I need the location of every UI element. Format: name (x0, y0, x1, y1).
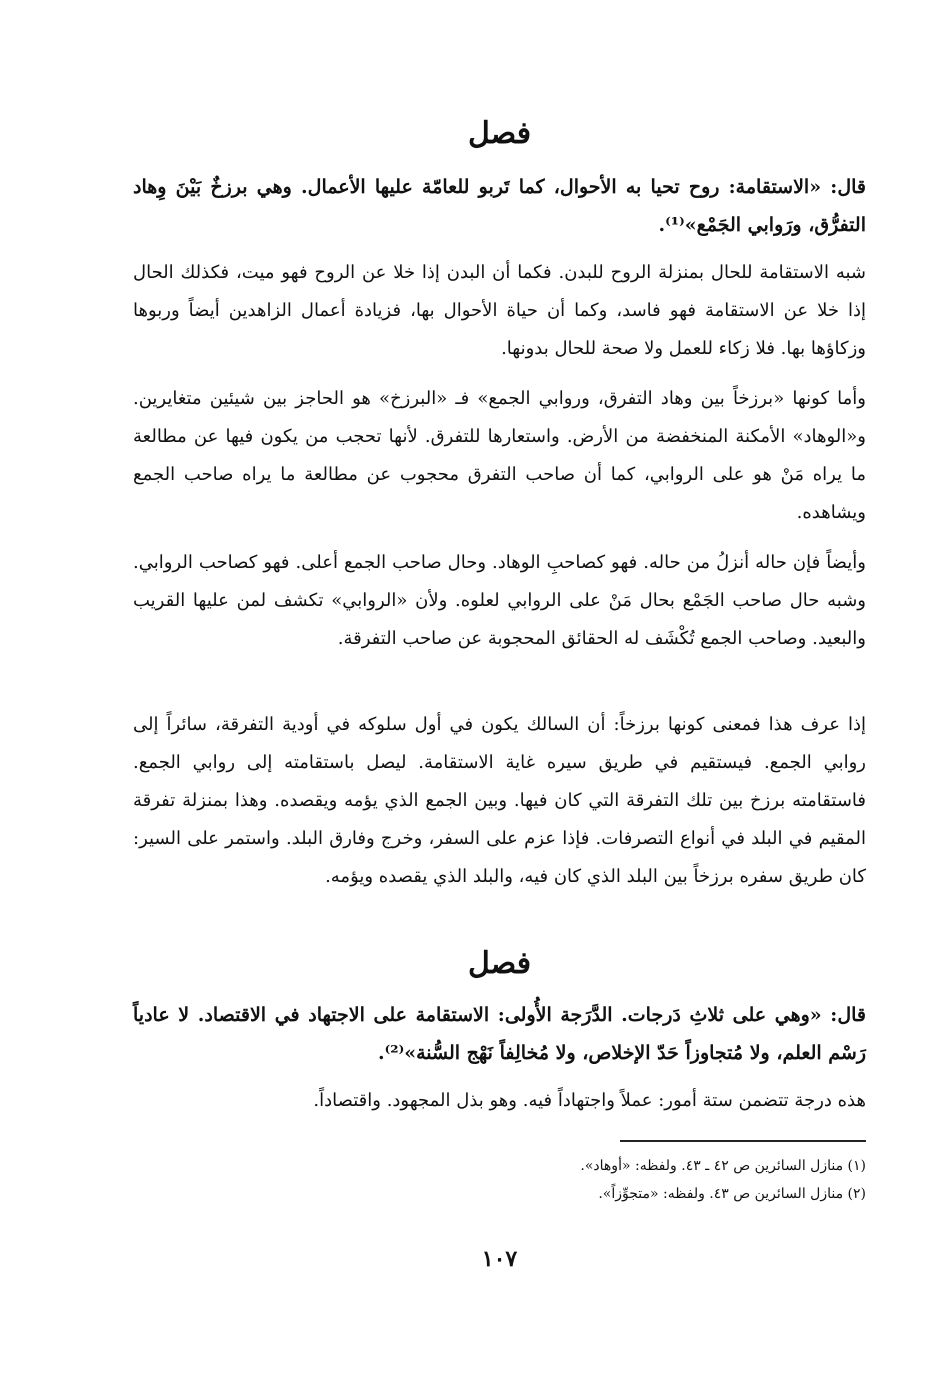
body-paragraph: وأما كونها «برزخاً بين وهاد التفرق، وروابي الجمع» فـ «البرزخ» هو الحاجز بين شيئين متغايرين. و«الوهاد» الأمكنة المنخفضة من الأرض. واستعارها للتفرق. لأنها تحجب من يكون فيها عن مطالعة ما يراه مَنْ هو على الروابي، كما أن صاحب التفرق محجوب عن مطالعة ما يراه صاحب الجمع ويشاهده. (133, 388, 866, 523)
section-heading: فصل (467, 946, 532, 981)
footnote-divider (620, 1140, 866, 1142)
quoted-text: قال: «الاستقامة: روح تحيا به الأحوال، كما تَربو للعامّة عليها الأعمال. وهي برزخٌ بَيْنَ وِهاد التفرُّق، ورَوابي الجَمْع»⁽¹⁾. (133, 176, 866, 236)
footnote: (١) منازل السائرين ص ٤٢ ـ ٤٣. ولفظه: «أوهاد». (580, 1158, 866, 1174)
footnotes (133, 1152, 866, 1208)
section-heading: فصل (467, 116, 532, 151)
body-paragraph: إذا عرف هذا فمعنى كونها برزخاً: أن السالك يكون في أول سلوكه في أودية التفرقة، سائراً إلى روابي الجمع. فيستقيم في طريق سيره غاية الاستقامة. ليصل باستقامته إلى روابي الجمع. فاستقامته برزخ بين تلك التفرقة التي كان فيها. وبين الجمع الذي يؤمه ويقصده. وهذا بمنزلة تفرقة المقيم في البلد في أنواع التصرفات. فإذا عزم على السفر، وخرج وفارق البلد. واستمر على السير: كان طريق سفره برزخاً بين البلد الذي كان فيه، والبلد الذي يقصده ويؤمه. (133, 714, 866, 887)
page-number: ١٠٧ (481, 1246, 518, 1272)
quoted-text: قال: «وهي على ثلاثِ دَرجات. الدَّرَجة الأُولى: الاستقامة على الاجتهاد في الاقتصاد. لا عادياً رَسْم العلم، ولا مُتجاوزاً حَدّ الإخلاص، ولا مُخالِفاً نَهْج السُّنة»⁽²⁾. (133, 1004, 866, 1064)
body-paragraph: شبه الاستقامة للحال بمنزلة الروح للبدن. فكما أن البدن إذا خلا عن الروح فهو ميت، فكذلك الحال إذا خلا عن الاستقامة فهو فاسد، وكما أن حياة الأحوال بها، فزيادة أعمال الزاهدين أيضاً وربوها وزكاؤها بها. فلا زكاء للعمل ولا صحة للحال بدونها. (133, 262, 866, 359)
body-paragraph: وأيضاً فإن حاله أنزلُ من حاله. فهو كصاحبِ الوهاد. وحال صاحب الجمع أعلى. فهو كصاحب الروابي. وشبه حال صاحب الجَمْع بحال مَنْ على الروابي لعلوه. ولأن «الروابي» تكشف لمن عليها القريب والبعيد. وصاحب الجمع تُكْشَف له الحقائق المحجوبة عن صاحب التفرقة. (133, 552, 866, 649)
body-paragraph: هذه درجة تتضمن ستة أمور: عملاً واجتهاداً فيه. وهو بذل المجهود. واقتصاداً. (313, 1090, 866, 1111)
footnote: (٢) منازل السائرين ص ٤٣. ولفظه: «متجوِّزاً». (598, 1186, 866, 1202)
